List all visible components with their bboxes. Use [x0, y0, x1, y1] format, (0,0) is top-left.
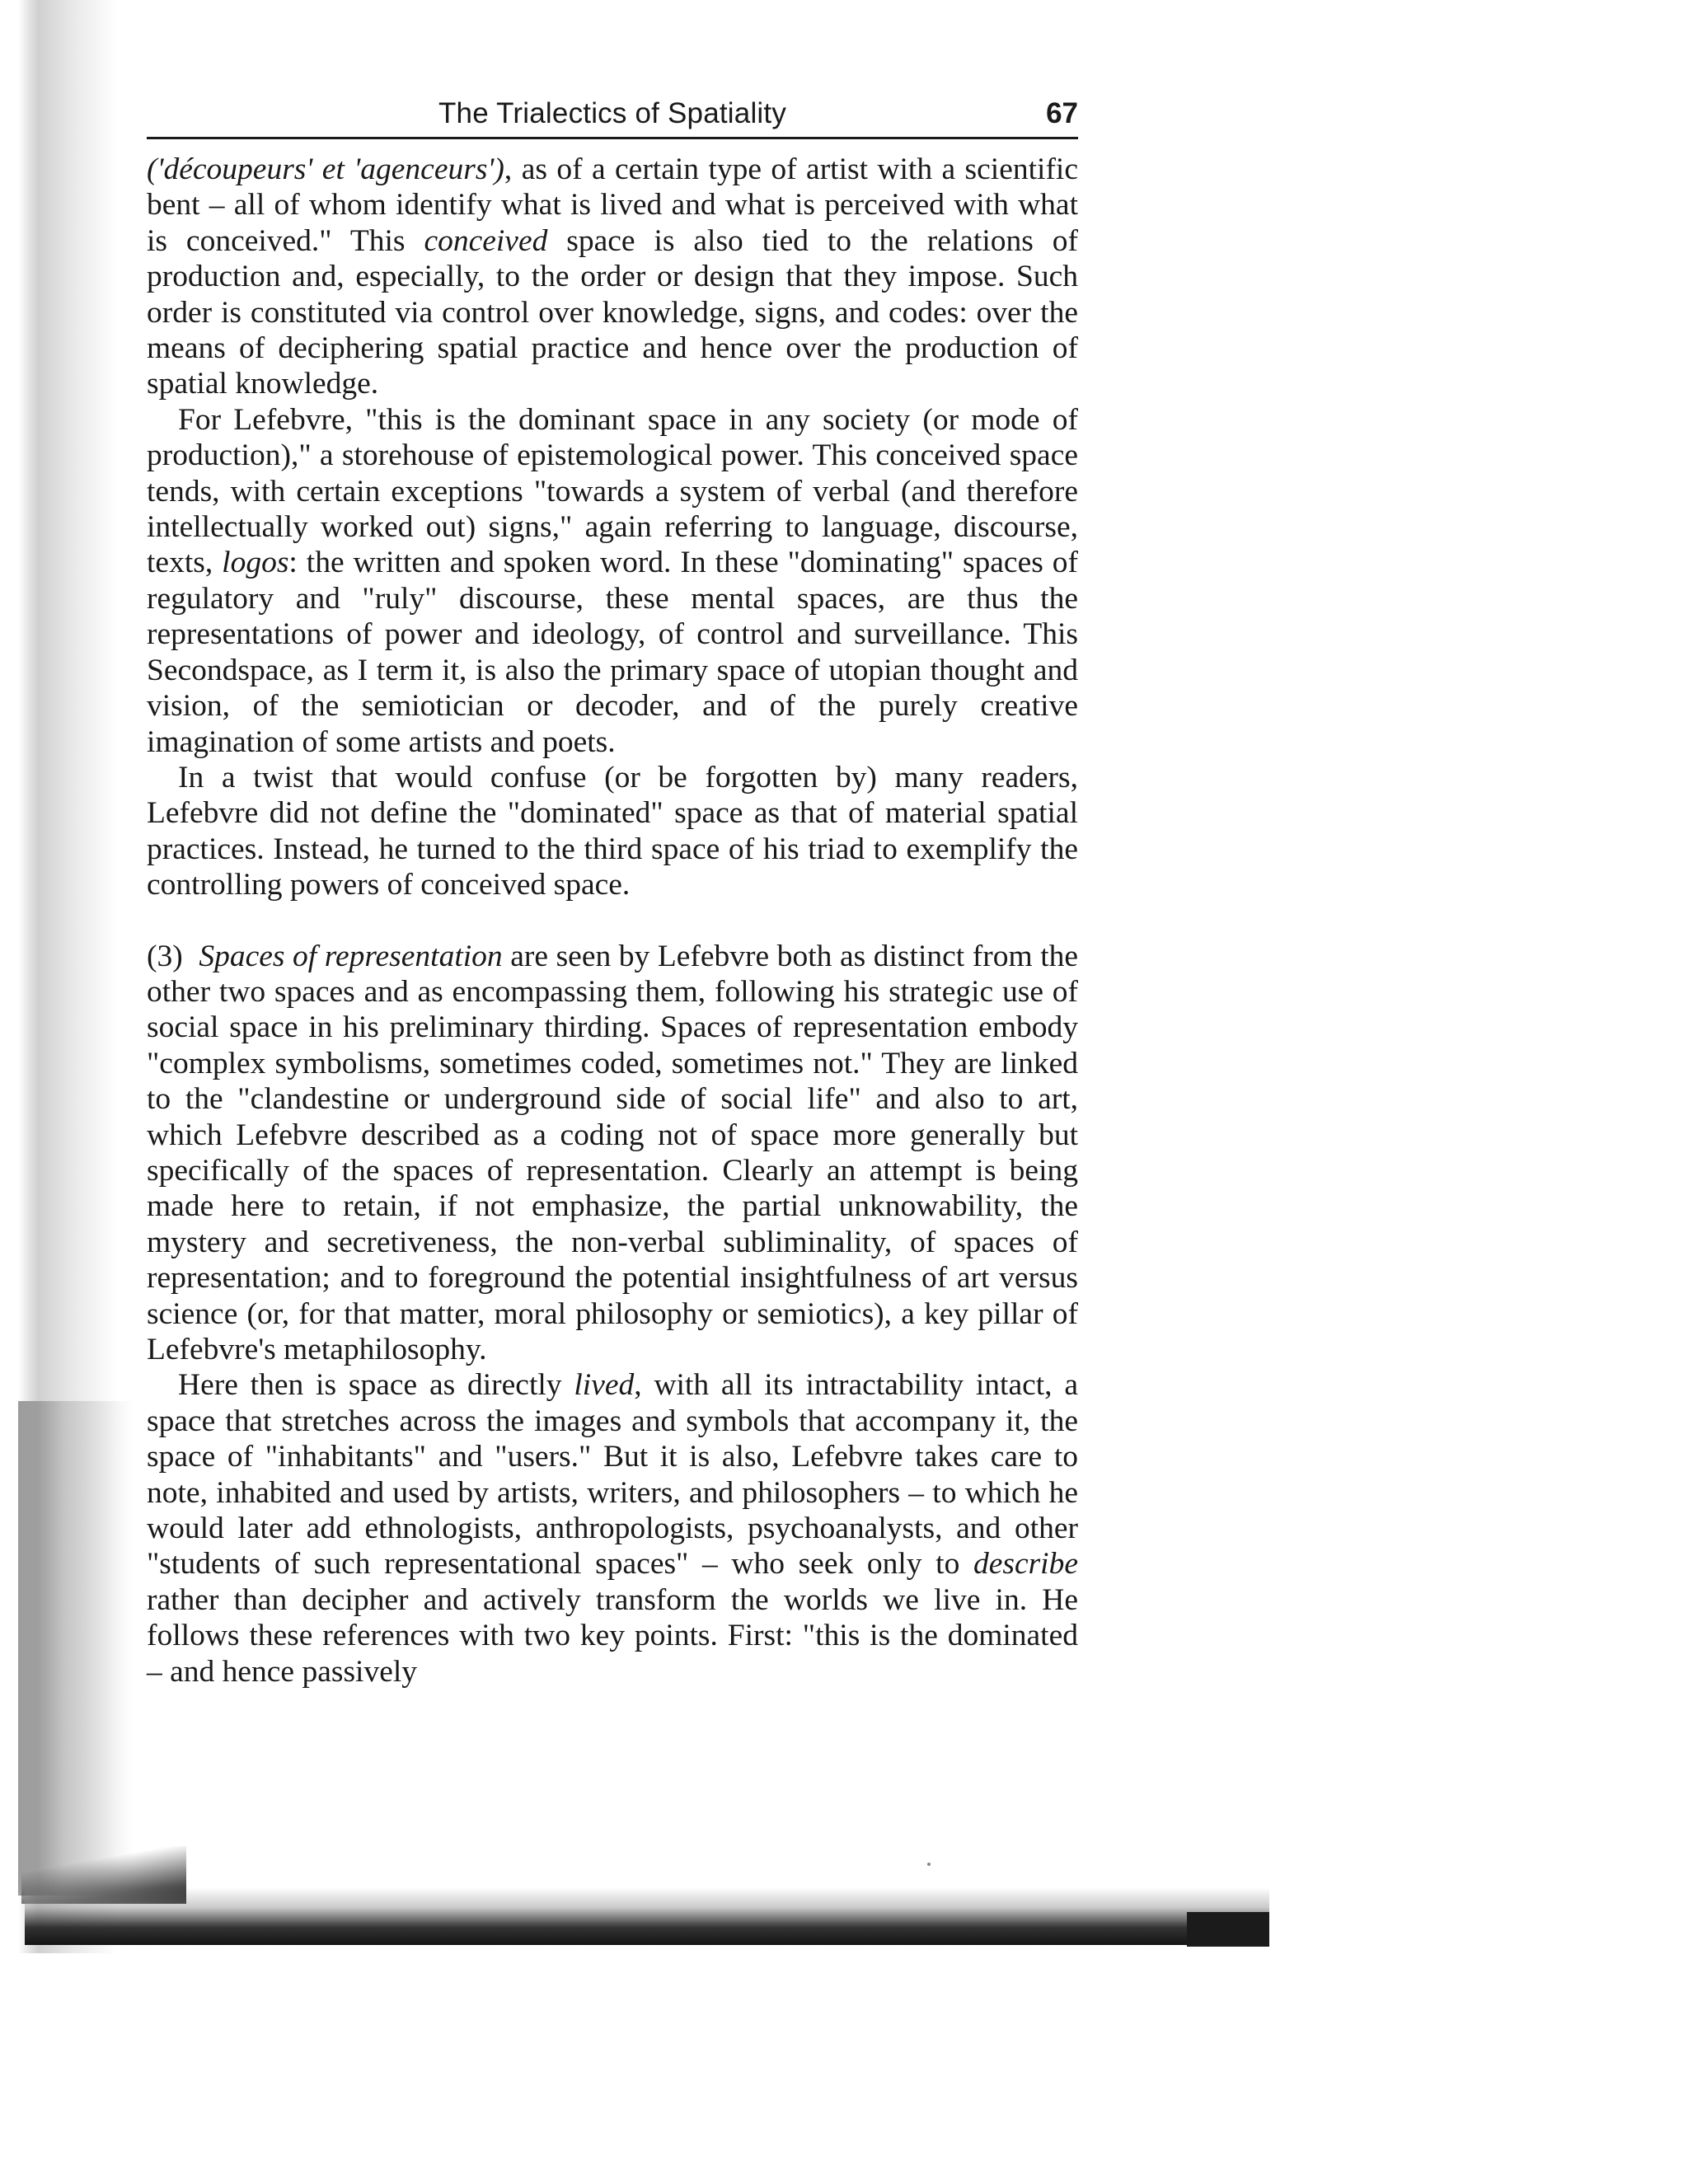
- paragraph-text: For Lefebvre, "this is the dominant space in any society (or mode of production)," a storehouse of epistemological power. This conceived space tends, with certain exceptions "towards a system of verbal (and therefore intellectually worked out) signs," again referring to language, discourse, texts,: [147, 402, 1078, 580]
- header-rule: [147, 137, 1078, 139]
- scan-speck: [927, 1863, 931, 1866]
- paragraph-5: [147, 1367, 1078, 1690]
- paragraph-2: [147, 402, 1078, 760]
- page-bottom-edge-dark: [1187, 1912, 1269, 1947]
- section-number: (3): [147, 939, 183, 973]
- italic-text: Spaces of representation: [199, 939, 503, 973]
- running-title: The Trialectics of Spatiality: [438, 97, 787, 129]
- italic-text: conceived: [424, 223, 548, 258]
- paragraph-1: [147, 152, 1078, 402]
- paragraph-text: space is also tied to the relations of production and, especially, to the order or design that they impose. Such order is constituted via control over knowledge, signs, and codes: over the means of deciphering spatial practice and hence over the production of spatial knowledge.: [147, 223, 1078, 401]
- italic-text: lived: [574, 1368, 635, 1403]
- page-bottom-edge: [25, 1887, 1269, 1945]
- paragraph-text: Here then is space as directly: [178, 1368, 574, 1403]
- body-text: [147, 152, 1078, 1690]
- running-head: [147, 89, 1078, 137]
- paragraph-text: rather than decipher and actively transform the worlds we live in. He follows these references with two key points. First: "this is the dominated – and hence passively: [147, 1582, 1078, 1689]
- paragraph-text: are seen by Lefebvre both as distinct from the other two spaces and as encompassing them, following his strategic use of social space in his preliminary thirding. Spaces of representation embody "complex symbolisms, sometimes coded, sometimes not." They are linked to the "clandestine or underground side of social life" and also to art, which Lefebvre described as a coding not of space more generally but specifically of the spaces of representation. Clearly an attempt is being made here to retain, if not emphasize, the partial unknowability, the mystery and secretiveness, the non-verbal subliminality, of spaces of representation; and to foreground the potential insightfulness of art versus science (or, for that matter, moral philosophy or semiotics), a key pillar of Lefebvre's metaphilosophy.: [147, 939, 1079, 1366]
- italic-text: describe: [973, 1547, 1078, 1582]
- paragraph-text: , with all its intractability intact, a space that stretches across the images and symbols that accompany it, the space of "inhabitants" and "users." But it is also, Lefebvre takes care to note, inhabited and used by artists, writers, and philosophers – to which he would later add ethnologists, anthropologists, psychoanalysts, and other "students of such representational spaces" – who seek only to: [147, 1368, 1078, 1582]
- page-number: 67: [1046, 97, 1078, 129]
- italic-text: logos: [222, 546, 289, 580]
- book-gutter-shadow-lower: [18, 1401, 134, 1896]
- italic-text: ('découpeurs' et 'agenceurs'): [147, 152, 504, 186]
- paragraph-text: : the written and spoken word. In these "dominating" spaces of regulatory and "ruly" discourse, these mental spaces, are thus the representations of power and ideology, of control and surveillance. This Secondspace, as I term it, is also the primary space of utopian thought and vision, of the semiotician or decoder, and of the purely creative imagination of some artists and poets.: [147, 546, 1079, 759]
- paragraph-4: [147, 939, 1078, 1368]
- paragraph-text: , as of a certain type of artist with a scientific bent – all of whom identify what is lived and what is perceived with what is conceived." This: [147, 152, 1078, 258]
- paragraph-3: In a twist that would confuse (or be forgotten by) many readers, Lefebvre did not define the "dominated" space as that of material spatial practices. Instead, he turned to the third space of his triad to exemplify the controlling powers of conceived space.: [147, 760, 1078, 902]
